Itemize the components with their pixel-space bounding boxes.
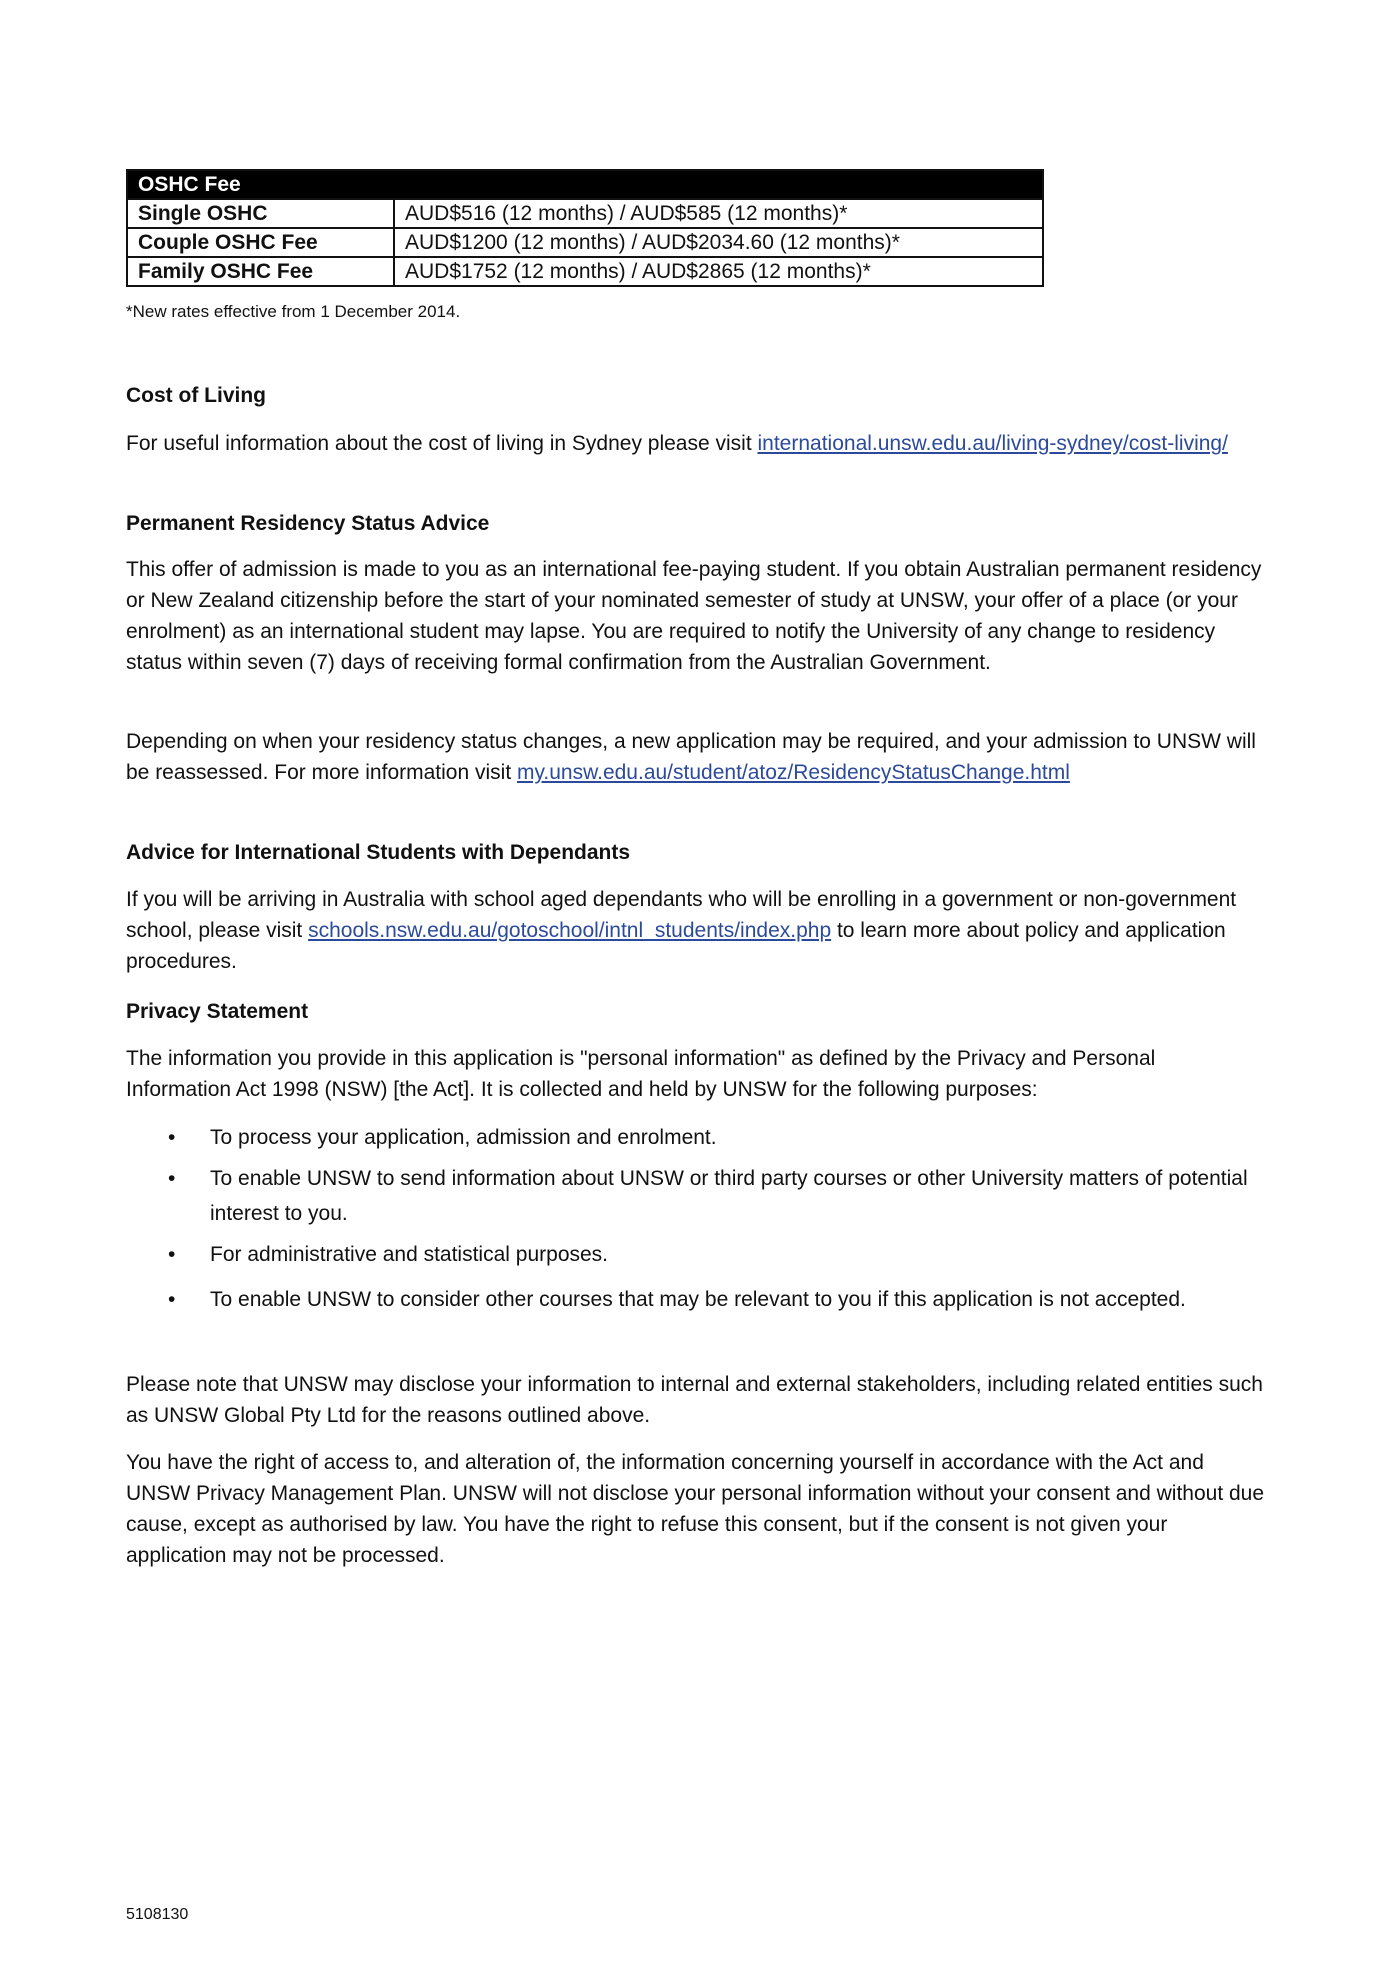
privacy-rights-paragraph: You have the right of access to, and alteration of, the information concerning yourself in accordance with the Act and UNSW Privacy Management Plan. UNSW will not disclose your personal information without your consent and without due cause, except as authorised by law. You have the right to refuse this consent, but if the consent is not given your application may not be processed. bbox=[126, 1451, 1265, 1567]
bullet-icon: • bbox=[168, 1288, 176, 1311]
privacy-purposes-list bbox=[126, 1120, 1266, 1328]
row-label: Couple OSHC Fee bbox=[127, 228, 394, 257]
list-item-text: To enable UNSW to consider other courses that may be relevant to you if this application is not accepted. bbox=[210, 1288, 1186, 1311]
document-number: 5108130 bbox=[126, 1906, 189, 1923]
body-text: For useful information about the cost of living in Sydney please visit bbox=[126, 432, 758, 455]
bullet-icon: • bbox=[168, 1167, 176, 1190]
row-value: AUD$516 (12 months) / AUD$585 (12 months)* bbox=[394, 199, 1043, 228]
row-value: AUD$1200 (12 months) / AUD$2034.60 (12 months)* bbox=[394, 228, 1043, 257]
row-label: Single OSHC bbox=[127, 199, 394, 228]
residency-paragraph-2 bbox=[126, 726, 1266, 788]
table-row bbox=[127, 199, 1043, 228]
table-footnote: *New rates effective from 1 December 2014. bbox=[126, 302, 461, 321]
body-text: to learn more about policy and application procedures. bbox=[126, 919, 1226, 973]
bullet-icon: • bbox=[168, 1126, 176, 1149]
residency-paragraph: This offer of admission is made to you as an international fee-paying student. If you obtain Australian permanent residency or New Zealand citizenship before the start of your nominated semester of study at UNSW, your offer of a place (or your enrolment) as an international student may lapse. You are required to notify the University of any change to residency status within seven (7) days of receiving formal confirmation from the Australian Government. bbox=[126, 558, 1262, 674]
oshc-fee-table bbox=[126, 169, 1044, 287]
cost-of-living-heading: Cost of Living bbox=[126, 384, 266, 407]
list-item bbox=[126, 1278, 1210, 1322]
body-text: If you will be arriving in Australia with school aged dependants who will be enrolling in a government or non-government school, please visit bbox=[126, 888, 1237, 942]
table-row bbox=[127, 228, 1043, 257]
bullet-icon: • bbox=[168, 1243, 176, 1266]
row-value: AUD$1752 (12 months) / AUD$2865 (12 months)* bbox=[394, 257, 1043, 286]
residency-heading: Permanent Residency Status Advice bbox=[126, 512, 490, 535]
list-item-text: To process your application, admission and enrolment. bbox=[210, 1126, 717, 1149]
cost-of-living-text bbox=[126, 428, 1266, 459]
body-text: Depending on when your residency status changes, a new application may be required, and your admission to UNSW will be reassessed. For more information visit bbox=[126, 730, 1256, 784]
table-row bbox=[127, 257, 1043, 286]
schools-link[interactable]: schools.nsw.edu.au/gotoschool/intnl_students/index.php bbox=[308, 919, 832, 942]
table-header: OSHC Fee bbox=[127, 170, 1043, 199]
list-item-text: To enable UNSW to send information about UNSW or third party courses or other University matters of potential interest to you. bbox=[210, 1167, 1248, 1225]
privacy-intro: The information you provide in this application is "personal information" as defined by the Privacy and Personal Information Act 1998 (NSW) [the Act]. It is collected and held by UNSW for the following purposes: bbox=[126, 1047, 1156, 1101]
dependants-paragraph bbox=[126, 884, 1266, 977]
dependants-heading: Advice for International Students with Dependants bbox=[126, 841, 631, 864]
cost-of-living-link[interactable]: international.unsw.edu.au/living-sydney/cost-living/ bbox=[757, 432, 1228, 455]
privacy-disclosure-paragraph: Please note that UNSW may disclose your information to internal and external stakeholders, including related entities such as UNSW Global Pty Ltd for the reasons outlined above. bbox=[126, 1373, 1263, 1427]
list-item bbox=[126, 1237, 1266, 1272]
residency-link[interactable]: my.unsw.edu.au/student/atoz/ResidencyStatusChange.html bbox=[516, 761, 1070, 784]
list-item-text: For administrative and statistical purposes. bbox=[210, 1243, 609, 1266]
privacy-heading: Privacy Statement bbox=[126, 1000, 309, 1023]
list-item bbox=[126, 1161, 1266, 1231]
list-item bbox=[126, 1120, 1266, 1155]
row-label: Family OSHC Fee bbox=[127, 257, 394, 286]
